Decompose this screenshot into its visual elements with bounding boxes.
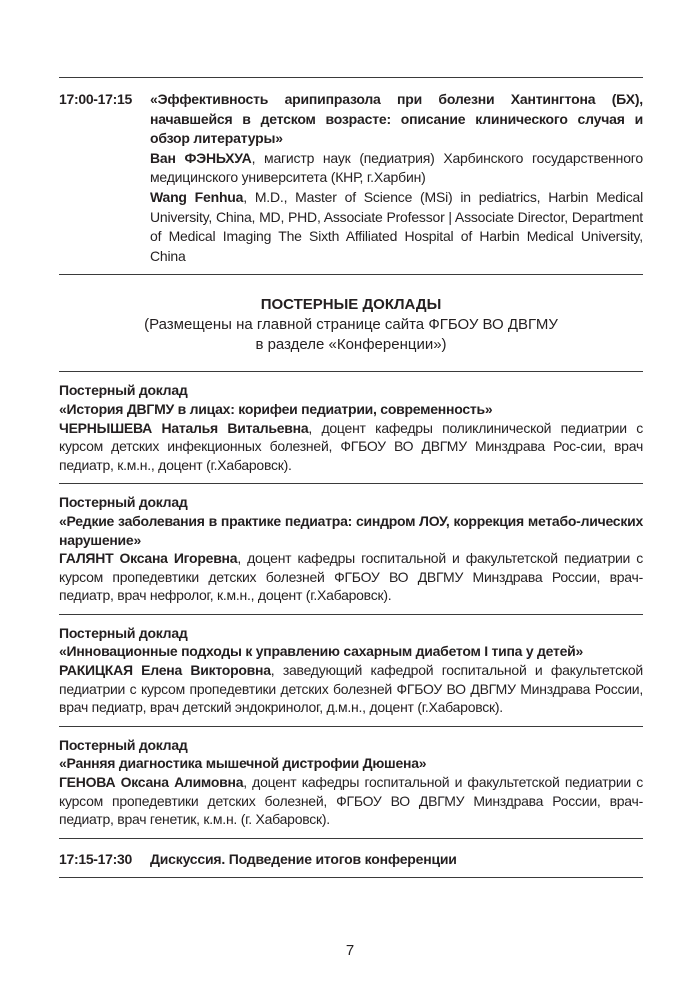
talk-author-ru <box>150 149 643 188</box>
author-ru-name: Ван ФЭНЬХУА <box>150 149 252 166</box>
poster-item <box>59 484 643 614</box>
program-page <box>59 77 643 878</box>
section-subtitle-line2: в разделе «Конференции») <box>255 336 447 354</box>
divider <box>59 877 643 878</box>
talk-item <box>59 78 643 274</box>
poster-title: «Ранняя диагностика мышечной дистрофии Дюшена» <box>59 755 427 772</box>
talk-title: «Эффективность арипипразола при болезни Хантингтона (БХ), начавшейся в детском возрасте: описание клинического случая и обзор литературы» <box>150 91 643 147</box>
section-title: ПОСТЕРНЫЕ ДОКЛАДЫ <box>260 296 442 314</box>
author-en-name: Wang Fenhua <box>150 188 244 205</box>
author-en-details: , M.D., Master of Science (MSi) in pediatrics, Harbin Medical University, China, MD, PHD, Associate Professor | Associate Director, Department of Medical Imaging The Sixth Affiliated Hospital of Harbin Medical University, China <box>150 188 643 264</box>
poster-title: «История ДВГМУ в лицах: корифеи педиатрии, современность» <box>59 400 493 417</box>
poster-label: Постерный доклад <box>59 736 188 753</box>
poster-label: Постерный доклад <box>59 624 188 641</box>
poster-author-name: ГЕНОВА Оксана Алимовна <box>59 774 244 791</box>
poster-author <box>59 549 643 605</box>
poster-author-details: , доцент кафедры госпитальной и факультетской педиатрии с курсом пропедевтики детских болезней, ФГБОУ ВО ДВГМУ Минздрава России, врач-педиатр, врач генетик, к.м.н. (г. Хабаровск). <box>59 774 643 828</box>
section-subtitle-line1: (Размещены на главной странице сайта ФГБОУ ВО ДВГМУ <box>144 316 558 334</box>
poster-author-details: , заведующий кафедрой госпитальной и факультетской педиатрии с курсом пропедевтики детских болезней ФГБОУ ВО ДВГМУ Минздрава России, врач педиатр, врач детский эндокринолог, д.м.н., доцент (г.Хабаровск). <box>59 662 643 716</box>
closing-title: Дискуссия. Подведение итогов конференции <box>150 850 457 867</box>
poster-author-details: , доцент кафедры госпитальной и факультетской педиатрии с курсом пропедевтики детских болезней ФГБОУ ВО ДВГМУ Минздрава России, врач-педиатр, врач нефролог, к.м.н., доцент (г.Хабаровск). <box>59 550 644 604</box>
talk-author-en <box>150 188 643 266</box>
talk-time: 17:00-17:15 <box>59 91 132 107</box>
poster-item <box>59 615 643 726</box>
poster-label: Постерный доклад <box>59 494 188 511</box>
talk-body <box>150 90 643 266</box>
poster-title: «Инновационные подходы к управлению сахарным диабетом I типа у детей» <box>59 643 584 660</box>
posters-section-header <box>59 275 643 371</box>
poster-author-details: , доцент кафедры поликлинической педиатрии с курсом детских инфекционных болезней, ФГБОУ ВО ДВГМУ Минздрава Рос-сии, врач педиатр, к.м.н., доцент (г.Хабаровск). <box>59 419 643 473</box>
poster-item <box>59 727 643 838</box>
poster-author <box>59 773 643 829</box>
poster-author-name: РАКИЦКАЯ Елена Викторовна <box>59 662 271 679</box>
author-ru-details: , магистр наук (педиатрия) Харбинского государственного медицинского университета (КНР, г.Харбин) <box>150 149 643 186</box>
closing-time: 17:15-17:30 <box>59 850 132 867</box>
poster-author-name: ГАЛЯНТ Оксана Игоревна <box>59 550 238 567</box>
poster-author-name: ЧЕРНЫШЕВА Наталья Витальевна <box>59 419 309 436</box>
poster-title: «Редкие заболевания в практике педиатра: синдром ЛОУ, коррекция метабо-лических нарушение» <box>59 512 643 548</box>
poster-label: Постерный доклад <box>59 382 188 399</box>
poster-author <box>59 419 643 475</box>
poster-item <box>59 372 643 483</box>
closing-item <box>59 839 643 878</box>
page-number: 7 <box>345 942 355 959</box>
poster-author <box>59 661 643 717</box>
